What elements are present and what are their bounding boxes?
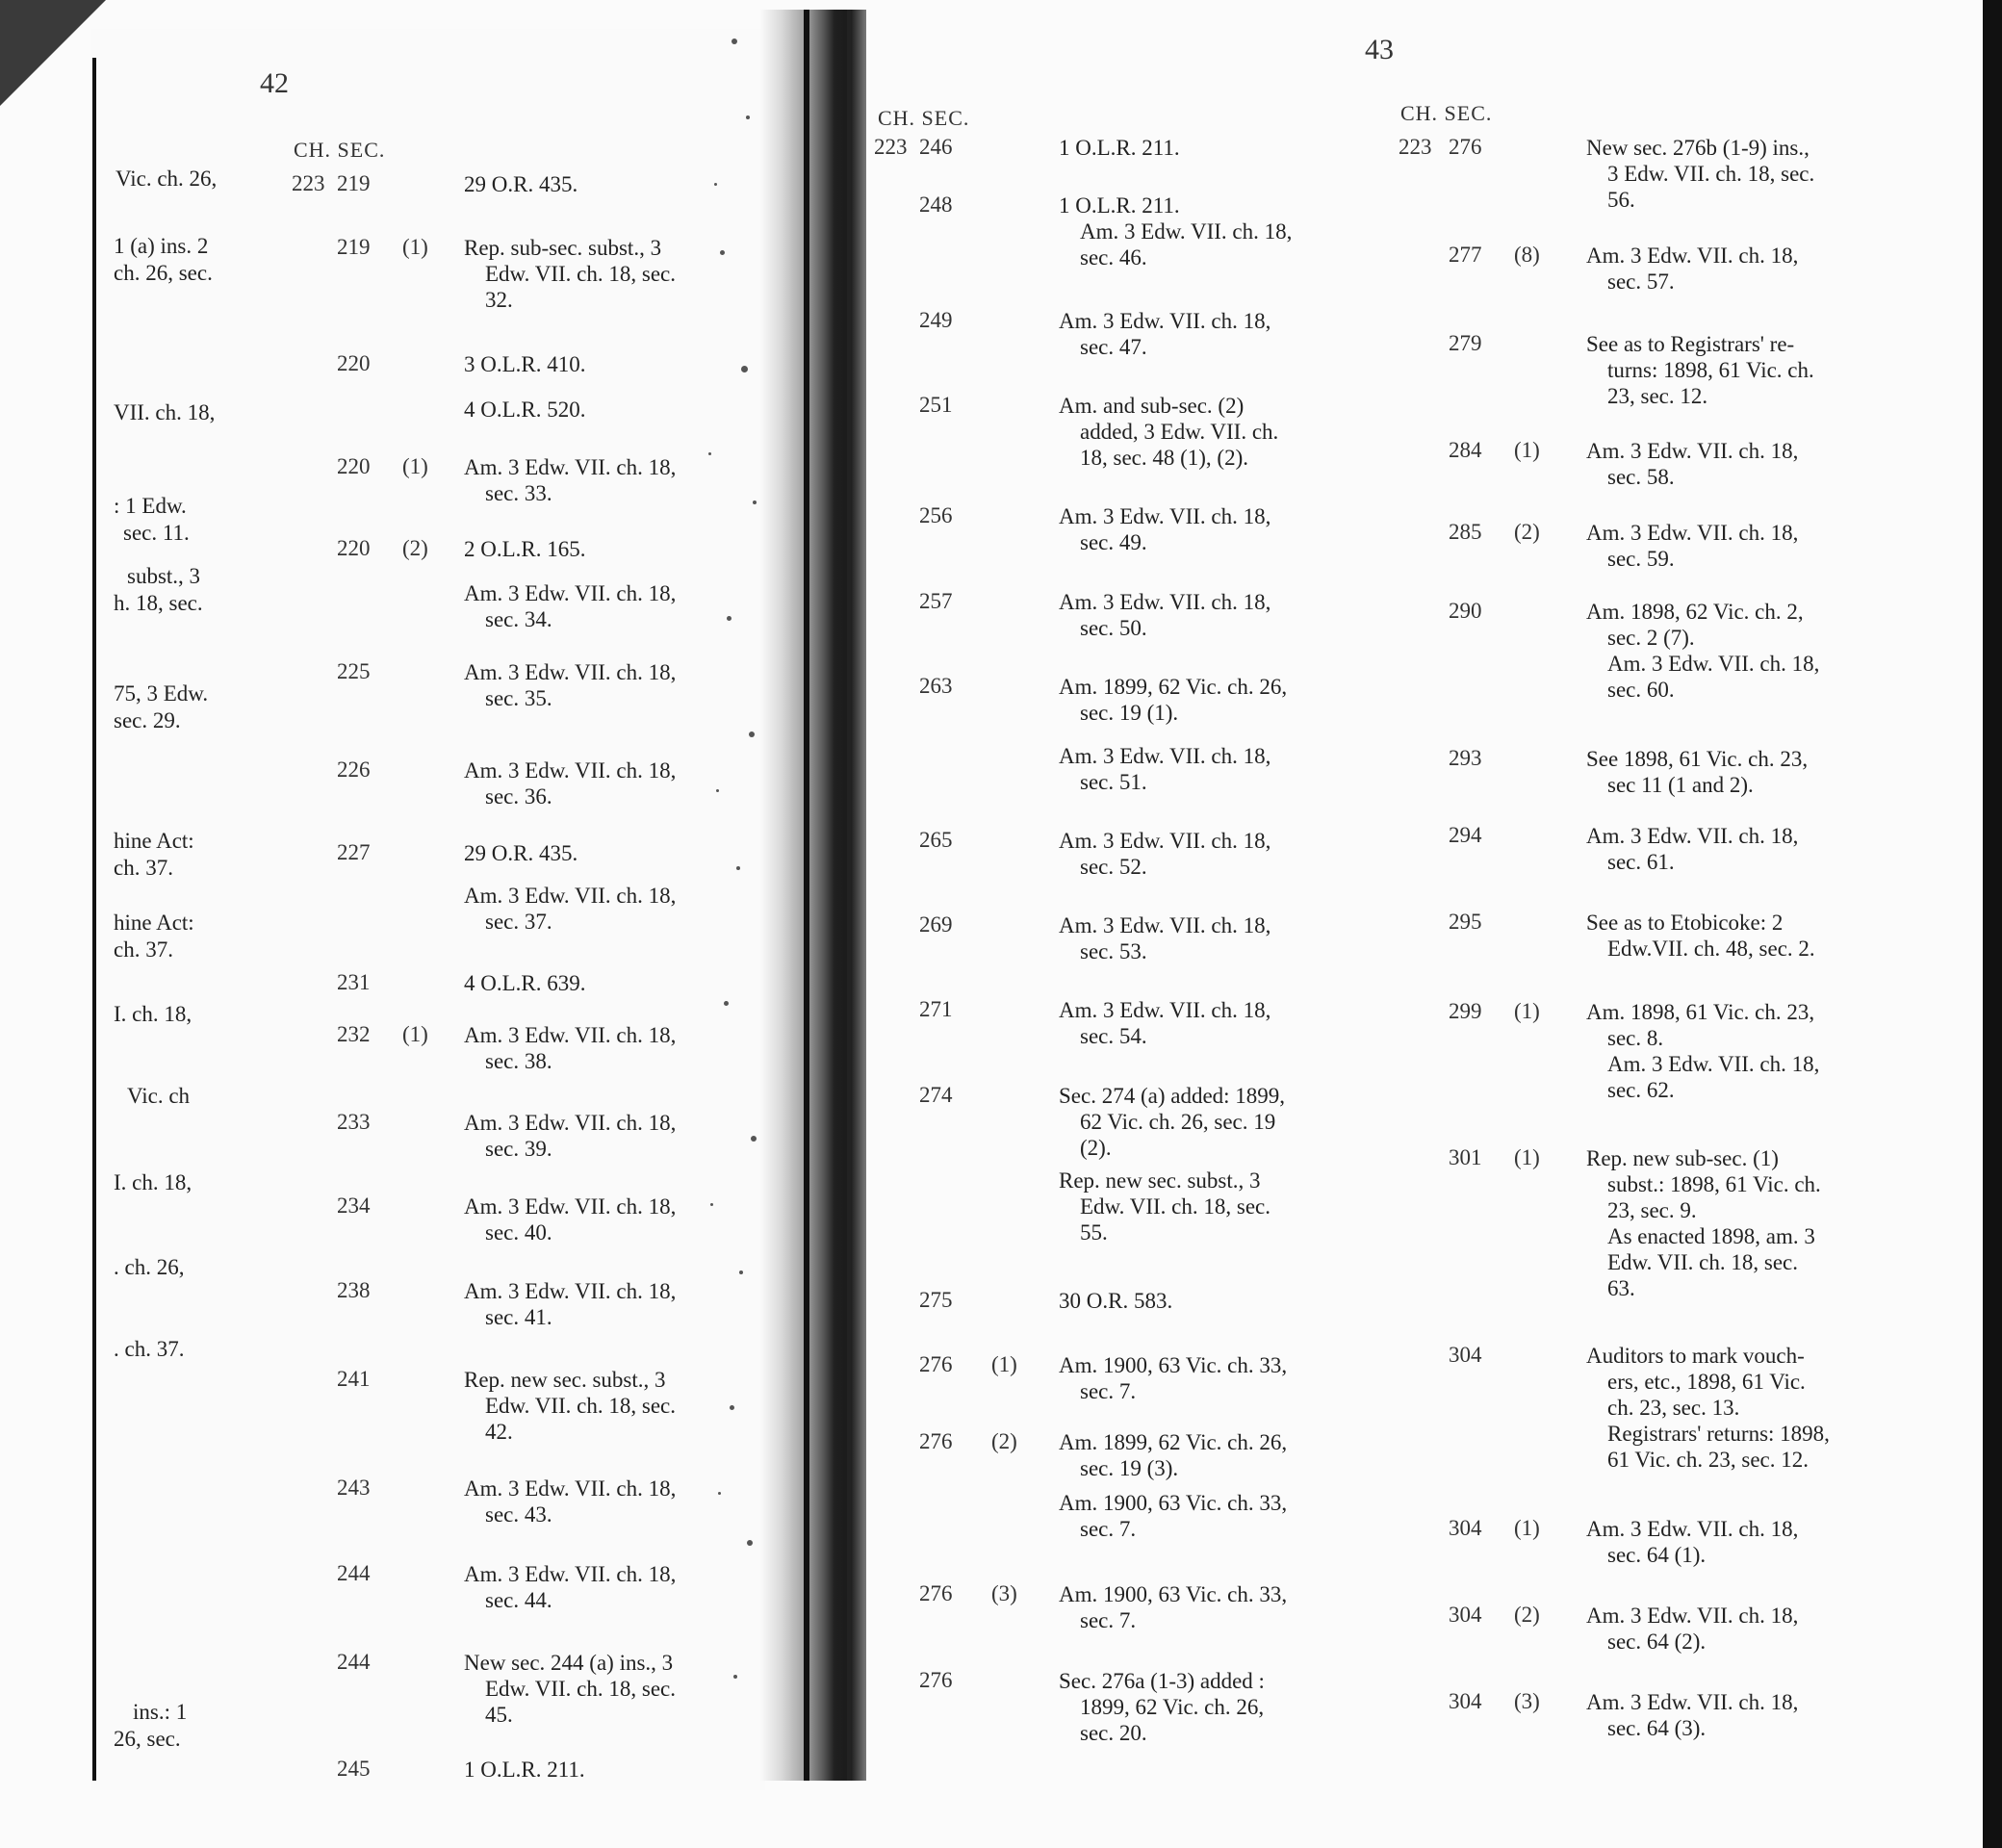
scan-speck <box>727 616 732 621</box>
annotation-entry <box>1059 308 1270 360</box>
annotation-entry <box>1586 910 1815 962</box>
section-number: 249 <box>919 308 953 332</box>
column-header-ch-sec-2: CH. SEC. <box>1400 101 1493 125</box>
annotation-line: Am. 3 Edw. VII. ch. 18, <box>1059 998 1271 1022</box>
annotation-line: 29 O.R. 435. <box>464 172 578 196</box>
annotation-entry <box>464 1561 676 1613</box>
annotation-entry <box>1059 135 1180 161</box>
annotation-line: 23, sec. 9. <box>1607 1198 1697 1222</box>
annotation-line: Am. 3 Edw. VII. ch. 18, <box>1059 309 1271 333</box>
section-number: 232 <box>337 1022 371 1046</box>
annotation-line: sec. 36. <box>485 784 552 808</box>
annotation-line: 62 Vic. ch. 26, sec. 19 <box>1080 1110 1276 1134</box>
section-number: 304 <box>1449 1689 1482 1713</box>
annotation-entry <box>1586 746 1808 798</box>
section-number: 219 <box>337 235 371 259</box>
section-number: 293 <box>1449 746 1482 770</box>
annotation-line: Am. 1900, 63 Vic. ch. 33, <box>1059 1582 1288 1606</box>
annotation-entry <box>464 1367 676 1445</box>
annotation-line: Am. 3 Edw. VII. ch. 18, <box>464 884 677 908</box>
scan-speck <box>753 500 757 504</box>
subsection-number: (3) <box>1514 1689 1540 1713</box>
annotation-entry <box>1059 393 1278 471</box>
annotation-line: Am. 1899, 62 Vic. ch. 26, <box>1059 675 1288 699</box>
annotation-line: sec. 41. <box>485 1305 552 1329</box>
annotation-line: New sec. 244 (a) ins., 3 <box>464 1651 674 1675</box>
section-number: 245 <box>337 1757 371 1781</box>
annotation-line: Am. 3 Edw. VII. ch. 18, <box>464 660 677 684</box>
annotation-line: ers, etc., 1898, 61 Vic. <box>1607 1370 1806 1394</box>
annotation-line: sec. 40. <box>485 1220 552 1245</box>
margin-fragment: hine Act: <box>114 829 194 853</box>
scan-speck <box>710 1203 713 1206</box>
annotation-line: sec. 58. <box>1607 465 1675 489</box>
annotation-entry <box>1059 1490 1287 1542</box>
section-number: 279 <box>1449 331 1482 355</box>
margin-fragment: Vic. ch. 26, <box>116 167 218 191</box>
annotation-line: Rep. new sec. subst., 3 <box>464 1368 666 1392</box>
annotation-line: 29 O.R. 435. <box>464 841 578 865</box>
annotation-line: See as to Etobicoke: 2 <box>1586 911 1784 935</box>
annotation-entry <box>1059 674 1287 726</box>
annotation-line: 55. <box>1080 1220 1108 1245</box>
scan-speck <box>732 38 737 44</box>
scan-speck <box>720 250 725 255</box>
annotation-entry <box>464 351 586 377</box>
scan-speck <box>736 866 740 870</box>
annotation-entry <box>464 454 676 506</box>
annotation-entry <box>464 397 586 423</box>
annotation-line: sec. 51. <box>1080 770 1147 794</box>
annotation-line: Am. 3 Edw. VII. ch. 18, <box>1586 521 1799 545</box>
annotation-line: Am. 1900, 63 Vic. ch. 33, <box>1059 1353 1288 1377</box>
annotation-line: sec. 62. <box>1607 1078 1675 1102</box>
annotation-line: sec. 50. <box>1080 616 1147 640</box>
margin-fragment: . ch. 37. <box>114 1337 185 1361</box>
section-number: 276 <box>919 1668 953 1692</box>
annotation-entry <box>1586 1603 1798 1655</box>
scan-speck <box>716 789 719 792</box>
annotation-line: Am. 3 Edw. VII. ch. 18, <box>1586 1604 1799 1628</box>
annotation-line: Rep. new sub-sec. (1) <box>1586 1146 1779 1170</box>
annotation-line: sec. 64 (1). <box>1607 1543 1707 1567</box>
section-number: 256 <box>919 503 953 527</box>
annotation-line: Rep. new sec. subst., 3 <box>1059 1168 1261 1193</box>
annotation-line: Am. 3 Edw. VII. ch. 18, <box>1607 652 1820 676</box>
annotation-line: sec. 7. <box>1080 1608 1137 1632</box>
annotation-line: sec. 20. <box>1080 1721 1147 1745</box>
section-number: 263 <box>919 674 953 698</box>
right-page <box>847 8 1992 1817</box>
annotation-line: sec. 64 (2). <box>1607 1630 1707 1654</box>
section-number: 285 <box>1449 520 1482 544</box>
annotation-line: Am. 3 Edw. VII. ch. 18, <box>1059 590 1271 614</box>
annotation-line: sec. 43. <box>485 1502 552 1527</box>
annotation-line: Am. 1898, 61 Vic. ch. 23, <box>1586 1000 1815 1024</box>
section-number: 301 <box>1449 1145 1482 1169</box>
annotation-line: Am. 3 Edw. VII. ch. 18, <box>464 1279 677 1303</box>
annotation-line: sec. 35. <box>485 686 552 710</box>
annotation-entry <box>1586 331 1814 409</box>
annotation-line: sec. 46. <box>1080 245 1147 270</box>
annotation-line: 18, sec. 48 (1), (2). <box>1080 446 1249 470</box>
scan-speck <box>730 1405 734 1410</box>
scan-speck <box>746 116 750 119</box>
annotation-line: subst.: 1898, 61 Vic. ch. <box>1607 1172 1821 1196</box>
annotation-entry <box>1059 1288 1172 1314</box>
annotation-line: Am. 1900, 63 Vic. ch. 33, <box>1059 1491 1288 1515</box>
section-number: 219 <box>337 171 371 195</box>
annotation-entry <box>1059 192 1292 270</box>
annotation-line: sec. 8. <box>1607 1026 1664 1050</box>
annotation-line: 45. <box>485 1703 513 1727</box>
section-number: 275 <box>919 1288 953 1312</box>
annotation-entry <box>1586 823 1798 875</box>
scan-speck <box>708 452 711 455</box>
margin-fragment: h. 18, sec. <box>114 591 203 615</box>
section-number: 294 <box>1449 823 1482 847</box>
annotation-line: sec. 2 (7). <box>1607 626 1695 650</box>
annotation-line: New sec. 276b (1-9) ins., <box>1586 136 1810 160</box>
annotation-line: 23, sec. 12. <box>1607 384 1708 408</box>
annotation-line: (2). <box>1080 1136 1112 1160</box>
gutter-edge-line <box>804 10 809 1781</box>
annotation-line: 42. <box>485 1420 513 1444</box>
section-number: 265 <box>919 828 953 852</box>
scan-corner-shadow <box>0 0 106 106</box>
subsection-number: (1) <box>1514 999 1540 1023</box>
annotation-line: sec. 19 (1). <box>1080 701 1179 725</box>
annotation-line: sec. 38. <box>485 1049 552 1073</box>
page-number-left: 42 <box>260 67 289 99</box>
annotation-line: sec. 19 (3). <box>1080 1456 1179 1480</box>
subsection-number: (2) <box>1514 520 1540 544</box>
annotation-line: 1899, 62 Vic. ch. 26, <box>1080 1695 1265 1719</box>
annotation-entry <box>1586 438 1798 490</box>
section-number: 248 <box>919 192 953 217</box>
annotation-line: Am. 3 Edw. VII. ch. 18, <box>464 1111 677 1135</box>
margin-fragment: 1 (a) ins. 2 <box>114 234 209 258</box>
annotation-line: 61 Vic. ch. 23, sec. 12. <box>1607 1448 1809 1472</box>
margin-fragment: ch. 37. <box>114 937 173 962</box>
annotation-entry <box>464 1194 676 1245</box>
margin-fragment: : 1 Edw. <box>114 494 187 518</box>
annotation-line: Am. 3 Edw. VII. ch. 18, <box>1059 744 1271 768</box>
scan-speck <box>747 1540 753 1546</box>
annotation-entry <box>1586 1145 1821 1301</box>
annotation-line: Am. 3 Edw. VII. ch. 18, <box>464 1023 677 1047</box>
section-number: 220 <box>337 454 371 478</box>
gutter-edge-line <box>847 10 851 1781</box>
annotation-entry <box>1586 999 1819 1103</box>
annotation-line: sec. 44. <box>485 1588 552 1612</box>
subsection-number: (8) <box>1514 243 1540 267</box>
section-number: 276 <box>1449 135 1482 159</box>
margin-fragment: 26, sec. <box>114 1727 181 1751</box>
annotation-line: Edw.VII. ch. 48, sec. 2. <box>1607 937 1815 961</box>
margin-fragment: subst., 3 <box>127 564 201 588</box>
annotation-entry <box>1059 589 1270 641</box>
annotation-entry <box>464 840 578 866</box>
annotation-entry <box>1059 828 1270 880</box>
annotation-line: Am. 3 Edw. VII. ch. 18, <box>1586 439 1799 463</box>
column-header-ch-sec-1: CH. SEC. <box>878 106 970 130</box>
annotation-line: sec. 7. <box>1080 1379 1137 1403</box>
annotation-line: 4 O.L.R. 639. <box>464 971 586 995</box>
annotation-entry <box>464 536 586 562</box>
subsection-number: (2) <box>402 536 428 560</box>
annotation-line: Am. 3 Edw. VII. ch. 18, <box>464 1562 677 1586</box>
annotation-line: ch. 23, sec. 13. <box>1607 1396 1740 1420</box>
section-number: 304 <box>1449 1516 1482 1540</box>
subsection-number: (3) <box>991 1581 1017 1605</box>
scan-speck <box>751 1136 757 1142</box>
annotation-entry <box>464 171 578 197</box>
annotation-line: Edw. VII. ch. 18, sec. <box>1607 1250 1799 1274</box>
chapter-number: 223 <box>1399 135 1432 159</box>
section-number: 299 <box>1449 999 1482 1023</box>
annotation-line: Am. 3 Edw. VII. ch. 18, <box>1607 1052 1820 1076</box>
annotation-line: turns: 1898, 61 Vic. ch. <box>1607 358 1814 382</box>
annotation-line: Rep. sub-sec. subst., 3 <box>464 236 662 260</box>
scan-speck <box>718 1492 721 1495</box>
annotation-entry <box>1059 743 1270 795</box>
annotation-line: Am. 1899, 62 Vic. ch. 26, <box>1059 1430 1288 1454</box>
section-number: 241 <box>337 1367 371 1391</box>
annotation-line: Am. 3 Edw. VII. ch. 18, <box>1586 1690 1799 1714</box>
annotation-entry <box>1586 243 1798 295</box>
margin-fragment: sec. 29. <box>114 708 181 732</box>
annotation-line: sec. 33. <box>485 481 552 505</box>
scan-speck <box>739 1270 743 1274</box>
annotation-line: Am. and sub-sec. (2) <box>1059 394 1245 418</box>
annotation-line: sec. 37. <box>485 910 552 934</box>
margin-fragment: hine Act: <box>114 911 194 935</box>
subsection-number: (1) <box>402 1022 428 1046</box>
section-number: 295 <box>1449 910 1482 934</box>
annotation-line: Am. 3 Edw. VII. ch. 18, <box>464 758 677 783</box>
scan-speck <box>724 1001 729 1006</box>
annotation-line: See as to Registrars' re- <box>1586 332 1795 356</box>
section-number: 271 <box>919 997 953 1021</box>
section-number: 269 <box>919 912 953 937</box>
annotation-line: Am. 3 Edw. VII. ch. 18, <box>1059 829 1271 853</box>
annotation-line: 3 O.L.R. 410. <box>464 352 586 376</box>
chapter-number: 223 <box>292 171 325 195</box>
section-number: 284 <box>1449 438 1482 462</box>
annotation-line: Am. 3 Edw. VII. ch. 18, <box>1586 1517 1799 1541</box>
margin-fragment: ch. 37. <box>114 856 173 880</box>
annotation-entry <box>464 1650 676 1728</box>
annotation-line: Edw. VII. ch. 18, sec. <box>485 1677 677 1701</box>
annotation-entry <box>1586 520 1798 572</box>
annotation-line: 1 O.L.R. 211. <box>464 1758 585 1782</box>
annotation-line: sec. 49. <box>1080 530 1147 554</box>
section-number: 277 <box>1449 243 1482 267</box>
subsection-number: (1) <box>402 235 428 259</box>
annotation-line: Am. 3 Edw. VII. ch. 18, <box>1059 504 1271 528</box>
annotation-line: 1 O.L.R. 211. <box>1059 136 1180 160</box>
annotation-line: sec. 53. <box>1080 939 1147 963</box>
annotation-entry <box>1059 1429 1287 1481</box>
section-number: 244 <box>337 1650 371 1674</box>
annotation-line: Sec. 276a (1-3) added : <box>1059 1669 1265 1693</box>
annotation-entry <box>1059 1352 1287 1404</box>
section-number: 243 <box>337 1476 371 1500</box>
annotation-entry <box>1059 1168 1270 1245</box>
section-number: 276 <box>919 1429 953 1453</box>
annotation-line: 2 O.L.R. 165. <box>464 537 586 561</box>
subsection-number: (1) <box>1514 438 1540 462</box>
section-number: 244 <box>337 1561 371 1585</box>
annotation-line: sec. 7. <box>1080 1517 1137 1541</box>
annotation-entry <box>1586 1689 1798 1741</box>
annotation-entry <box>1059 1581 1287 1633</box>
section-number: 251 <box>919 393 953 417</box>
annotation-entry <box>1059 912 1270 964</box>
annotation-line: sec. 52. <box>1080 855 1147 879</box>
annotation-line: 1 O.L.R. 211. <box>1059 193 1180 218</box>
annotation-entry <box>1059 1668 1265 1746</box>
annotation-line: Edw. VII. ch. 18, sec. <box>485 1394 677 1418</box>
section-number: 225 <box>337 659 371 683</box>
annotation-entry <box>1059 997 1270 1049</box>
annotation-line: Am. 3 Edw. VII. ch. 18, <box>1059 913 1271 937</box>
annotation-line: Sec. 274 (a) added: 1899, <box>1059 1084 1286 1108</box>
annotation-entry <box>464 1022 676 1074</box>
section-number: 304 <box>1449 1603 1482 1627</box>
annotation-line: Am. 3 Edw. VII. ch. 18, <box>464 581 677 605</box>
annotation-entry <box>464 883 676 935</box>
annotation-entry <box>1586 135 1814 213</box>
annotation-line: sec. 34. <box>485 607 552 631</box>
section-number: 238 <box>337 1278 371 1302</box>
section-number: 290 <box>1449 599 1482 623</box>
chapter-number: 223 <box>874 135 908 159</box>
section-number: 227 <box>337 840 371 864</box>
annotation-line: See 1898, 61 Vic. ch. 23, <box>1586 747 1809 771</box>
annotation-line: 32. <box>485 288 513 312</box>
annotation-line: As enacted 1898, am. 3 <box>1607 1224 1815 1248</box>
section-number: 246 <box>919 135 953 159</box>
margin-fragment: Vic. ch <box>127 1084 191 1108</box>
scan-speck <box>733 1675 737 1679</box>
section-number: 220 <box>337 536 371 560</box>
scan-speck <box>741 366 748 372</box>
section-number: 276 <box>919 1581 953 1605</box>
annotation-line: sec. 59. <box>1607 547 1675 571</box>
section-number: 233 <box>337 1110 371 1134</box>
margin-fragment: 75, 3 Edw. <box>114 681 209 706</box>
subsection-number: (2) <box>1514 1603 1540 1627</box>
margin-fragment: sec. 11. <box>123 521 190 545</box>
subsection-number: (1) <box>1514 1145 1540 1169</box>
column-header-ch-sec: CH. SEC. <box>294 138 386 162</box>
scan-speck <box>714 183 717 186</box>
section-number: 231 <box>337 970 371 994</box>
annotation-line: Am. 3 Edw. VII. ch. 18, <box>1586 824 1799 848</box>
annotation-line: Am. 3 Edw. VII. ch. 18, <box>1586 244 1799 268</box>
subsection-number: (2) <box>991 1429 1017 1453</box>
subsection-number: (1) <box>402 454 428 478</box>
annotation-line: 3 Edw. VII. ch. 18, sec. <box>1607 162 1815 186</box>
annotation-line: sec. 61. <box>1607 850 1675 874</box>
annotation-entry <box>464 1476 676 1527</box>
margin-fragment: I. ch. 18, <box>114 1002 192 1026</box>
annotation-line: Registrars' returns: 1898, <box>1607 1422 1830 1446</box>
annotation-line: Edw. VII. ch. 18, sec. <box>485 262 677 286</box>
margin-fragment: I. ch. 18, <box>114 1170 192 1194</box>
annotation-line: sec. 60. <box>1607 678 1675 702</box>
annotation-entry <box>1586 1516 1798 1568</box>
annotation-line: Am. 3 Edw. VII. ch. 18, <box>464 1194 677 1219</box>
annotation-line: sec. 39. <box>485 1137 552 1161</box>
annotation-line: sec 11 (1 and 2). <box>1607 773 1754 797</box>
annotation-line: 4 O.L.R. 520. <box>464 398 586 422</box>
annotation-entry <box>464 235 676 313</box>
annotation-entry <box>464 1110 676 1162</box>
scan-speck <box>749 732 755 737</box>
annotation-line: sec. 54. <box>1080 1024 1147 1048</box>
margin-fragment: . ch. 26, <box>114 1255 185 1279</box>
section-number: 234 <box>337 1194 371 1218</box>
margin-fragment: VII. ch. 18, <box>114 400 216 424</box>
left-page-edge <box>92 58 96 1781</box>
section-number: 257 <box>919 589 953 613</box>
annotation-entry <box>1586 599 1819 703</box>
annotation-line: 63. <box>1607 1276 1635 1300</box>
annotation-entry <box>464 1278 676 1330</box>
annotation-line: Am. 3 Edw. VII. ch. 18, <box>464 455 677 479</box>
annotation-entry <box>464 1757 585 1783</box>
subsection-number: (1) <box>991 1352 1017 1376</box>
page-number-right: 43 <box>1365 34 1394 65</box>
section-number: 304 <box>1449 1343 1482 1367</box>
annotation-line: Am. 1898, 62 Vic. ch. 2, <box>1586 600 1804 624</box>
annotation-line: Am. 3 Edw. VII. ch. 18, <box>1080 219 1293 244</box>
annotation-line: Edw. VII. ch. 18, sec. <box>1080 1194 1271 1219</box>
margin-fragment: ch. 26, sec. <box>114 261 213 285</box>
annotation-line: Auditors to mark vouch- <box>1586 1344 1805 1368</box>
right-page-edge <box>1983 0 2002 1848</box>
annotation-entry <box>1059 1083 1285 1161</box>
annotation-entry <box>1586 1343 1830 1473</box>
annotation-line: added, 3 Edw. VII. ch. <box>1080 420 1279 444</box>
annotation-entry <box>1059 503 1270 555</box>
annotation-line: sec. 57. <box>1607 270 1675 294</box>
annotation-entry <box>464 580 676 632</box>
annotation-line: 30 O.R. 583. <box>1059 1289 1173 1313</box>
annotation-entry <box>464 659 676 711</box>
annotation-line: sec. 64 (3). <box>1607 1716 1707 1740</box>
section-number: 226 <box>337 757 371 782</box>
section-number: 276 <box>919 1352 953 1376</box>
annotation-line: sec. 47. <box>1080 335 1147 359</box>
margin-fragment: ins.: 1 <box>133 1700 188 1724</box>
section-number: 220 <box>337 351 371 375</box>
annotation-line: 56. <box>1607 188 1635 212</box>
annotation-entry <box>464 757 676 809</box>
section-number: 274 <box>919 1083 953 1107</box>
annotation-line: Am. 3 Edw. VII. ch. 18, <box>464 1476 677 1501</box>
subsection-number: (1) <box>1514 1516 1540 1540</box>
annotation-entry <box>464 970 586 996</box>
